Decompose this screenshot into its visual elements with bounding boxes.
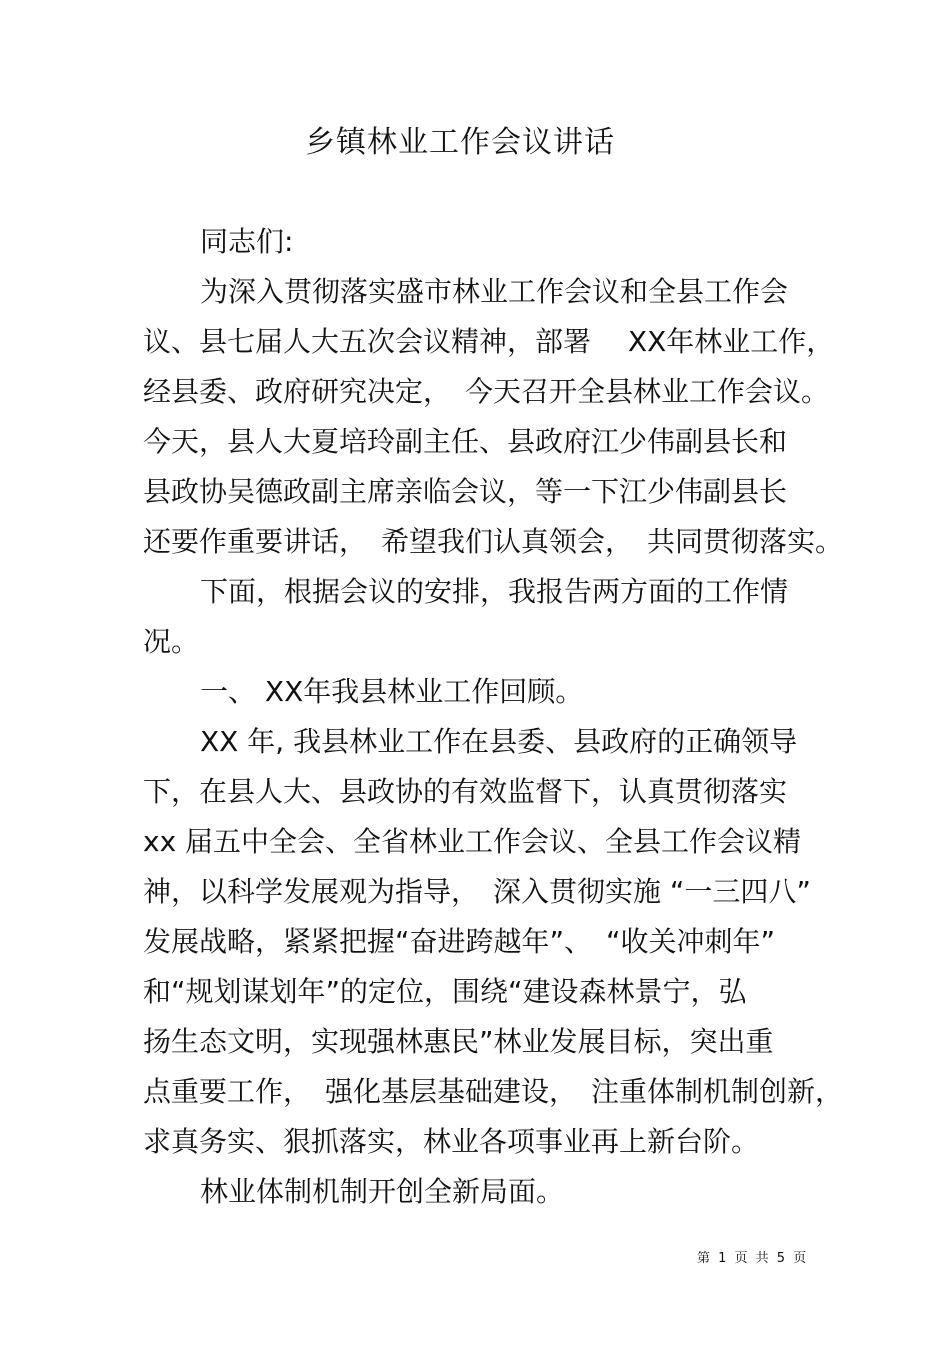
text-line-1: 同志们:	[200, 225, 294, 258]
text-line-2: 为深入贯彻落实盛市林业工作会议和全县工作会	[200, 275, 789, 308]
text-line-11: XX 年, 我县林业工作在县委、县政府的正确领导	[200, 725, 798, 758]
text-line-4: 经县委、政府研究决定， 今天召开全县林业工作会议。	[143, 375, 830, 408]
text-line-12: 下，在县人大、县政协的有效监督下，认真贯彻落实	[143, 775, 788, 808]
text-line-14: 神，以科学发展观为指导， 深入贯彻实施 “一三四八”	[143, 875, 811, 908]
text-line-19: 求真务实、狠抓落实，林业各项事业再上新台阶。	[143, 1125, 760, 1158]
text-line-13: xx 届五中全会、全省林业工作会议、全县工作会议精	[143, 825, 802, 858]
text-line-18: 点重要工作， 强化基层基础建设， 注重体制机制创新，	[143, 1075, 844, 1108]
text-line-16: 和“规划谋划年”的定位，围绕“建设森林景宁，弘	[143, 975, 747, 1008]
text-line-20: 林业体制机制开创全新局面。	[200, 1175, 565, 1208]
text-line-3: 议、县七届人大五次会议精神，部署 XX年林业工作，	[143, 325, 835, 358]
text-line-8: 下面，根据会议的安排，我报告两方面的工作情	[200, 575, 789, 608]
document-title: 乡镇林业工作会议讲话	[305, 125, 615, 160]
text-line-9: 况。	[143, 625, 200, 658]
text-line-15: 发展战略，紧紧把握“奋进跨越年”、 “收关冲刺年”	[143, 925, 776, 958]
text-line-5: 今天，县人大夏培玲副主任、县政府江少伟副县长和	[143, 425, 788, 458]
text-line-6: 县政协吴德政副主席亲临会议，等一下江少伟副县长	[143, 475, 788, 508]
page-number-footer: 第 1 页 共 5 页	[697, 1251, 809, 1266]
text-line-7: 还要作重要讲话， 希望我们认真领会， 共同贯彻落实。	[143, 525, 844, 558]
section-heading: 一、 XX年我县林业工作回顾。	[200, 675, 584, 708]
text-line-17: 扬生态文明，实现强林惠民”林业发展目标，突出重	[143, 1025, 774, 1058]
